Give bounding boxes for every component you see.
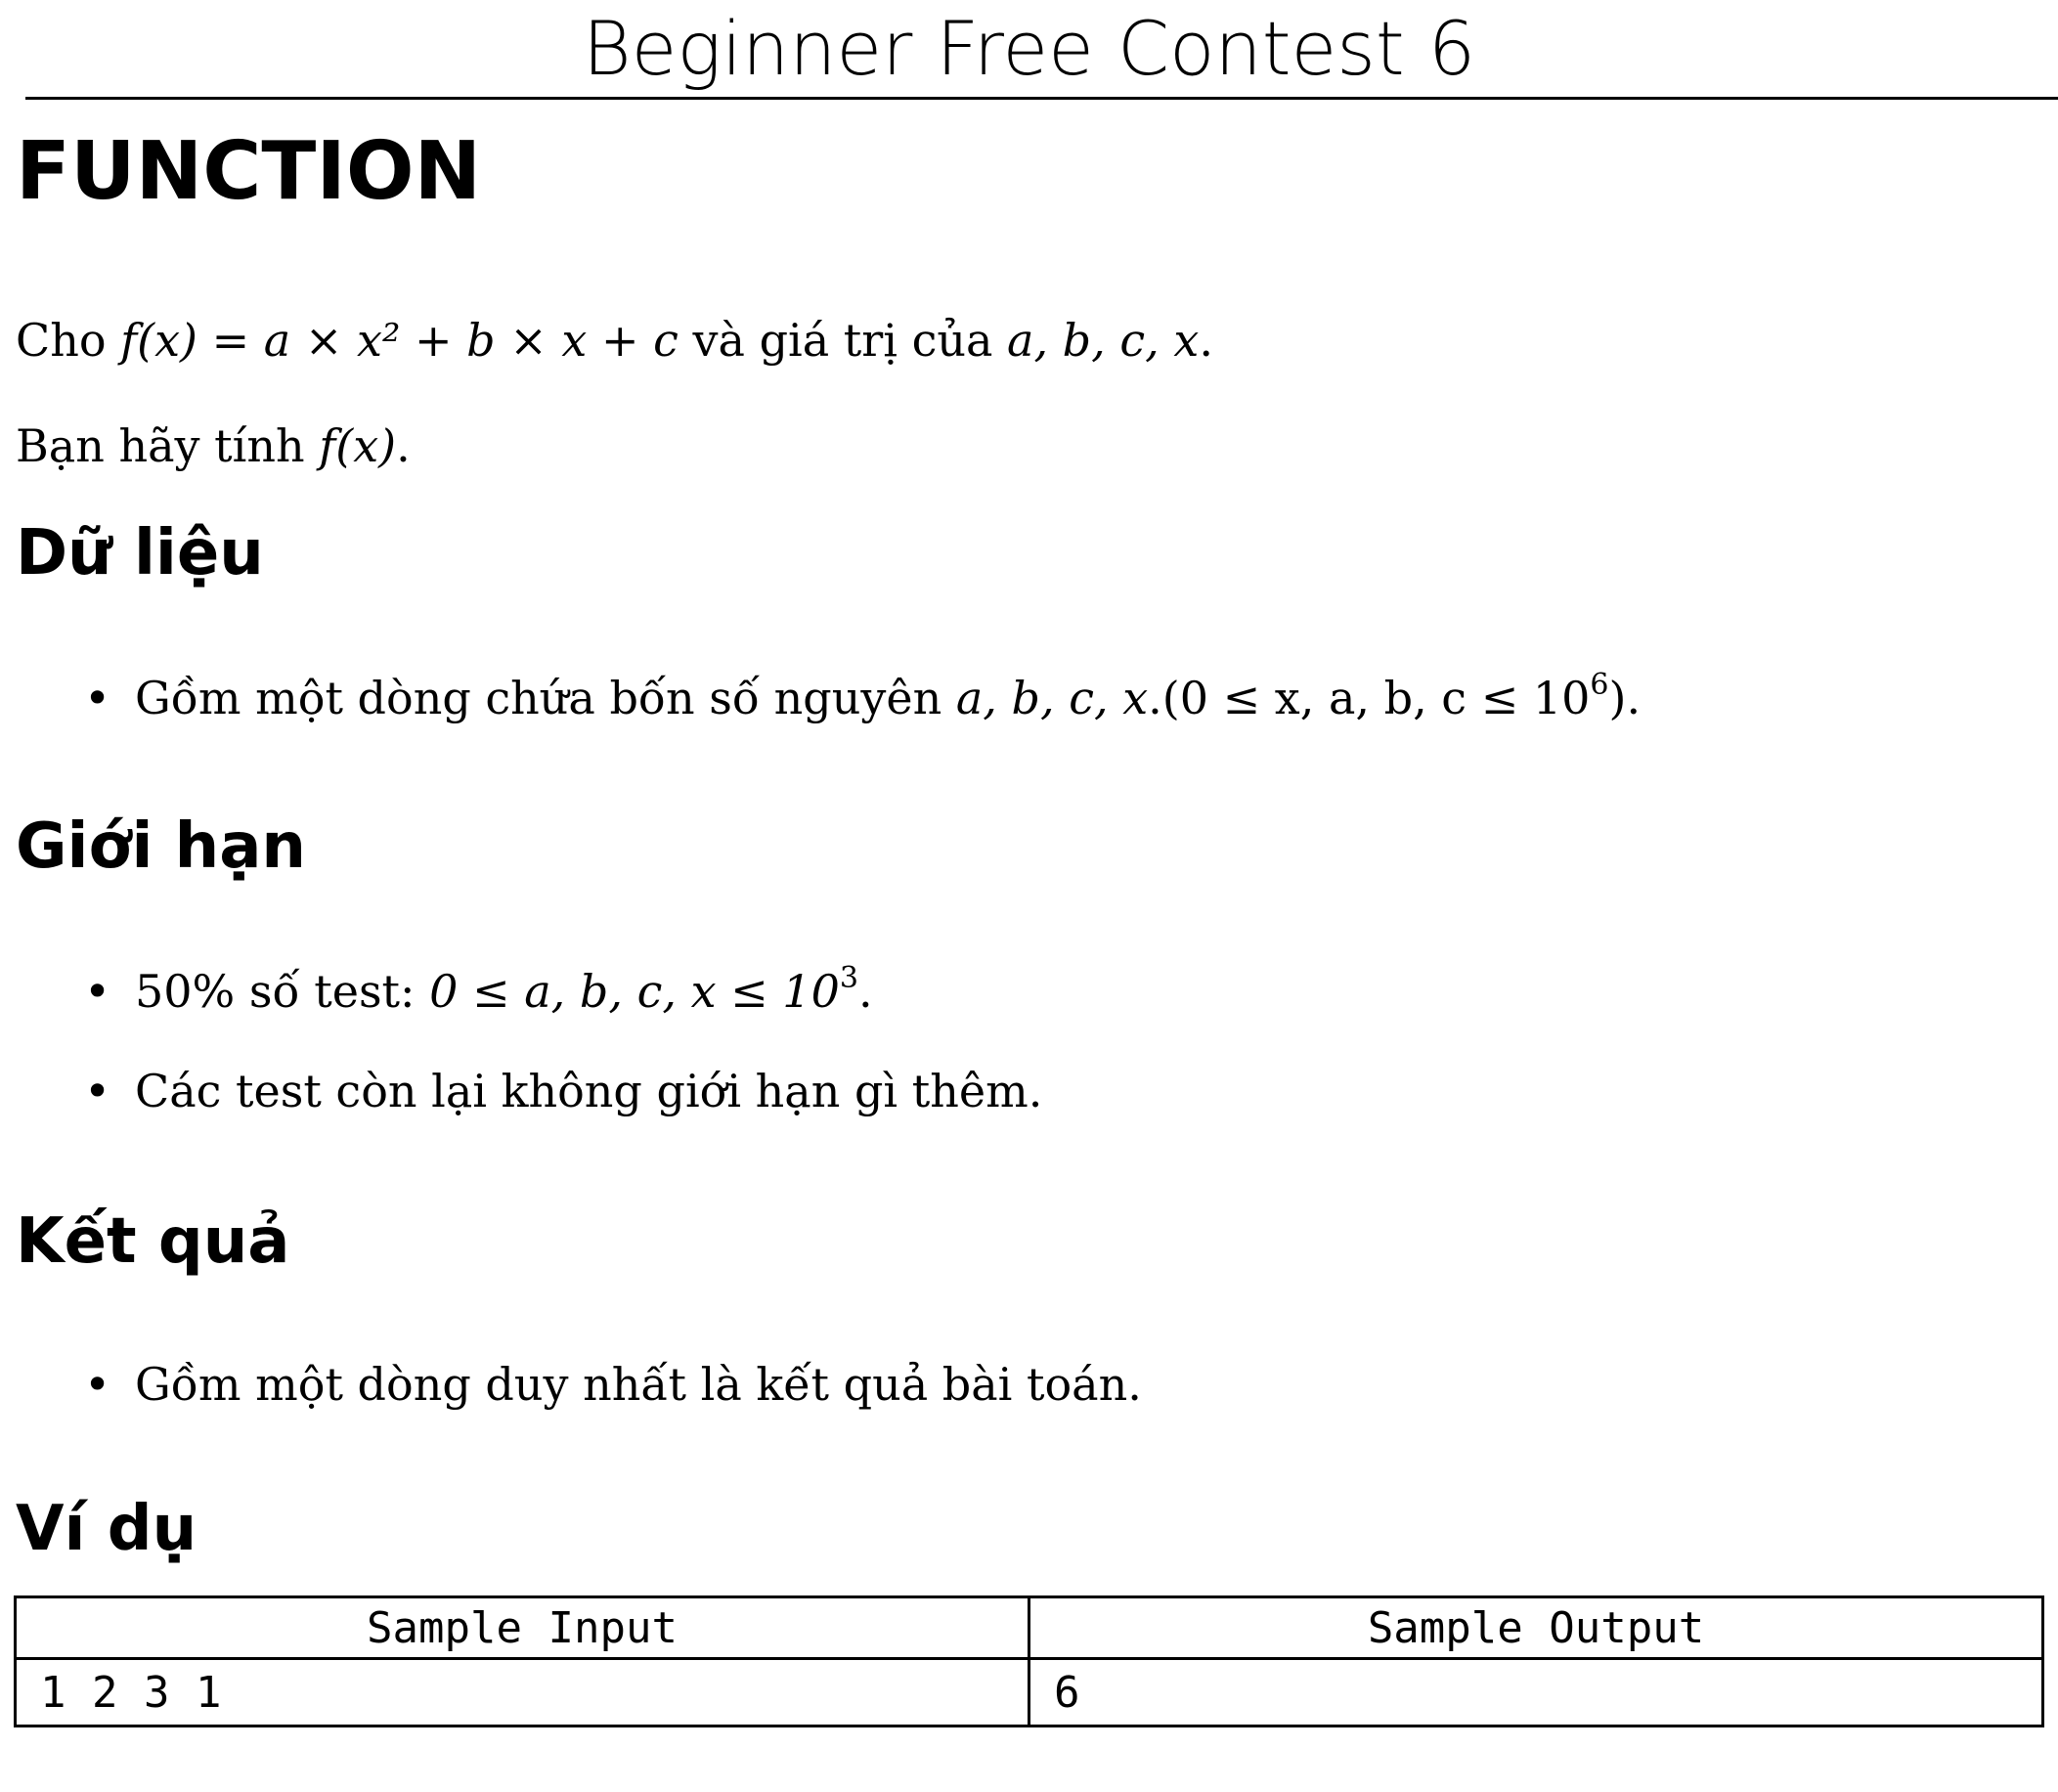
sample-input-header: Sample Input <box>16 1597 1029 1659</box>
variable-list: a, b, c, x <box>1007 314 1200 367</box>
statement-line-2 <box>16 416 411 475</box>
statement-text: và giá trị của <box>678 314 1008 367</box>
function-call: f(x) <box>319 419 397 472</box>
statement-text: . <box>1199 314 1213 367</box>
constraint-text: .(0 ≤ x, a, b, c ≤ 10 <box>1148 672 1591 724</box>
limits-heading: Giới hạn <box>16 810 306 883</box>
exponent: 6 <box>1590 667 1609 702</box>
input-heading: Dữ liệu <box>16 517 264 590</box>
sample-table <box>14 1595 2044 1727</box>
problem-title: FUNCTION <box>16 125 482 218</box>
statement-text: . <box>396 419 411 472</box>
statement-text: Cho <box>16 314 121 367</box>
table-header-row <box>16 1597 2043 1659</box>
output-heading: Kết quả <box>16 1205 290 1278</box>
sample-output-value: 6 <box>1029 1659 2043 1726</box>
constraint-text: 0 ≤ a, b, c, x ≤ 10 <box>429 965 840 1018</box>
table-row <box>16 1659 2043 1726</box>
header-divider <box>25 97 2058 100</box>
bullet-text: ). <box>1608 672 1642 724</box>
exponent: 3 <box>839 960 858 995</box>
limits-bullet-2: • Các test còn lại không giới hạn gì thêm. <box>135 1062 1042 1120</box>
bullet-text: Gồm một dòng chứa bốn số nguyên <box>135 672 956 724</box>
limits-bullet-1 <box>135 962 873 1021</box>
sample-output-header: Sample Output <box>1029 1597 2043 1659</box>
bullet-text: . <box>857 965 873 1018</box>
statement-line-1 <box>16 311 1213 370</box>
bullet-text: 50% số test: <box>135 965 430 1018</box>
function-formula: f(x) = a × x² + b × x + c <box>120 314 679 367</box>
input-bullet <box>135 669 1641 727</box>
output-bullet: • Gồm một dòng duy nhất là kết quả bài toán. <box>135 1355 1142 1414</box>
statement-text: Bạn hãy tính <box>16 419 320 472</box>
example-heading: Ví dụ <box>16 1493 197 1565</box>
variable-list: a, b, c, x <box>955 672 1149 724</box>
sample-input-value: 1 2 3 1 <box>16 1659 1029 1726</box>
contest-title: Beginner Free Contest 6 <box>582 5 1476 92</box>
